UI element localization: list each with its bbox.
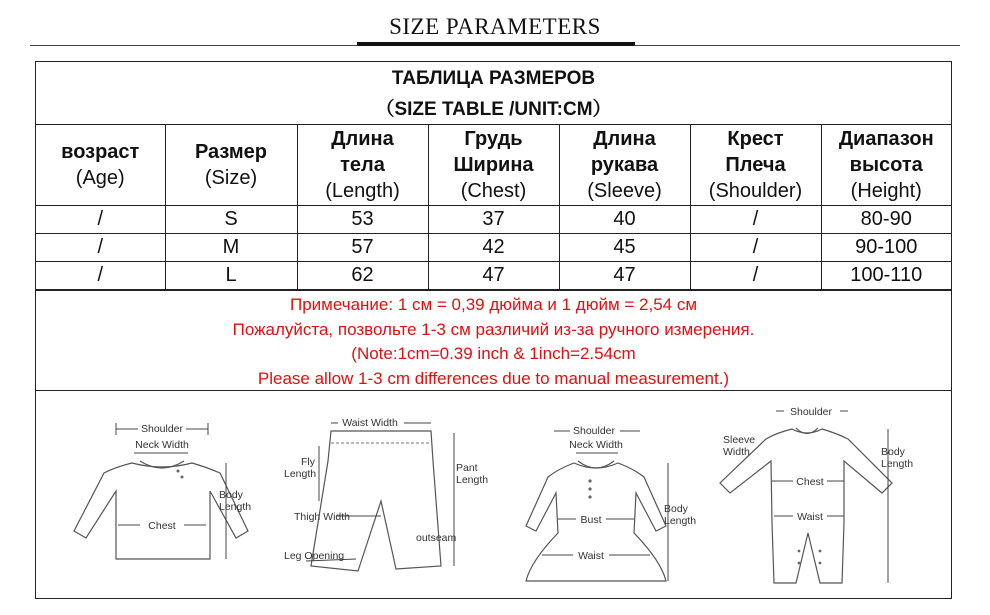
header-label-ru: Грудь: [464, 127, 523, 150]
pants-fly-length-label: Length: [284, 468, 317, 480]
column-header-age: [36, 125, 165, 205]
header-label-en: (Chest): [460, 179, 527, 202]
header-label-ru: Размер: [194, 140, 268, 163]
cell-shoulder: /: [690, 261, 821, 289]
cell-age: /: [36, 233, 165, 261]
header-label-en: (Sleeve): [587, 179, 662, 202]
table-row: [36, 233, 951, 261]
header-label-ru: Ширина: [453, 153, 534, 176]
snap-icon: [819, 550, 822, 553]
table-row: [36, 261, 951, 289]
table-row: [36, 205, 951, 233]
column-header-shoulder: [690, 125, 821, 205]
cell-length: 62: [297, 261, 428, 289]
note-line: Please allow 1-3 cm differences due to manual measurement.): [257, 368, 730, 388]
cell-sleeve: 40: [559, 205, 690, 233]
table-header-row: [36, 125, 951, 205]
pants-waist-label: Waist Width: [342, 417, 398, 429]
cell-shoulder: /: [690, 233, 821, 261]
header-label-ru: Диапазон: [838, 127, 934, 150]
note-line: (Note:1cm=0.39 inch & 1inch=2.54cm: [351, 344, 636, 363]
shirt-chest-label: Chest: [148, 520, 176, 532]
column-header-chest: [428, 125, 559, 205]
column-header-height: [821, 125, 951, 205]
cell-chest: 47: [428, 261, 559, 289]
pants-thigh-label: Thigh Width: [294, 511, 351, 523]
button-icon: [588, 495, 591, 498]
size-table-title: [36, 62, 951, 125]
cell-height: 90-100: [821, 233, 951, 261]
measurement-note: [36, 290, 951, 391]
header-underline: [357, 42, 635, 46]
button-icon: [588, 479, 591, 482]
dress-diagram: [526, 424, 696, 581]
size-table: [36, 125, 951, 290]
diagrams-svg: [36, 391, 951, 598]
header-label-ru: Длина: [331, 127, 394, 150]
header-label-ru: Крест: [727, 127, 784, 150]
cell-length: 57: [297, 233, 428, 261]
cell-length: 53: [297, 205, 428, 233]
header-label-ru: высота: [849, 153, 923, 176]
cell-shoulder: /: [690, 205, 821, 233]
dress-body-label: Body: [664, 503, 688, 515]
dress-neck-label: Neck Width: [569, 439, 623, 451]
cell-height: 100-110: [821, 261, 951, 289]
romper-shoulder-label: Shoulder: [789, 406, 833, 418]
pants-fly-label: Fly: [301, 456, 315, 468]
romper-sleeve-width-label: Width: [723, 446, 750, 458]
dress-waist-label: Waist: [578, 550, 604, 562]
pants-pant-length-label: Length: [456, 474, 489, 486]
pants-pant-label: Pant: [456, 462, 478, 474]
column-header-length: [297, 125, 428, 205]
header-label-ru: Длина: [593, 127, 656, 150]
column-header-sleeve: [559, 125, 690, 205]
size-chart-frame: [35, 61, 952, 599]
button-icon: [177, 470, 180, 473]
size-table-title-en: （SIZE TABLE /UNIT:CM）: [375, 99, 612, 120]
cell-age: /: [36, 205, 165, 233]
pants-outseam-label: outseam: [416, 532, 457, 544]
romper-chest-label: Chest: [796, 476, 824, 488]
snap-icon: [798, 562, 801, 565]
dress-bust-label: Bust: [580, 514, 602, 526]
cell-sleeve: 47: [559, 261, 690, 289]
button-icon: [588, 487, 591, 490]
shirt-neck-label: Neck Width: [135, 439, 189, 451]
dress-length-label: Length: [664, 515, 697, 527]
header-label-en: (Size): [204, 166, 258, 189]
cell-sleeve: 45: [559, 233, 690, 261]
note-line: Примечание: 1 см = 0,39 дюйма и 1 дюйм = 2,54 см: [289, 295, 698, 314]
header-label-ru: рукава: [590, 153, 659, 176]
size-table-title-ru: ТАБЛИЦА РАЗМЕРОВ: [391, 68, 596, 89]
romper-waist-label: Waist: [797, 511, 823, 523]
header-label-ru: возраст: [61, 140, 140, 163]
pants-diagram: [284, 415, 488, 571]
shirt-body-label: Body: [219, 489, 243, 501]
column-header-size: [165, 125, 297, 205]
header-label-en: (Length): [325, 179, 400, 202]
shirt-length-label: Length: [219, 501, 252, 513]
cell-size: L: [165, 261, 297, 289]
header-label-en: (Height): [850, 179, 922, 202]
cell-height: 80-90: [821, 205, 951, 233]
snap-icon: [798, 550, 801, 553]
page-header: [0, 0, 990, 56]
pants-leg-label: Leg Opening: [284, 550, 345, 562]
shirt-shoulder-label: Shoulder: [140, 423, 184, 435]
header-label-ru: тела: [340, 153, 385, 176]
cell-size: S: [165, 205, 297, 233]
button-icon: [181, 476, 184, 479]
header-label-en: (Shoulder): [708, 179, 803, 202]
snap-icon: [819, 562, 822, 565]
header-label-en: (Age): [75, 166, 125, 189]
page-title: SIZE PARAMETERS: [389, 14, 601, 39]
cell-size: M: [165, 233, 297, 261]
measurement-diagrams: [36, 391, 951, 598]
header-label-ru: Плеча: [725, 153, 786, 176]
romper-sleeve-label: Sleeve: [723, 434, 756, 446]
romper-diagram: [720, 404, 913, 583]
romper-length-label: Length: [881, 458, 914, 470]
romper-body-label: Body: [881, 446, 905, 458]
cell-age: /: [36, 261, 165, 289]
dress-shoulder-label: Shoulder: [572, 425, 616, 437]
cell-chest: 42: [428, 233, 559, 261]
note-line: Пожалуйста, позвольте 1-3 см различий из-за ручного измерения.: [232, 319, 755, 339]
cell-chest: 37: [428, 205, 559, 233]
shirt-diagram: [74, 421, 251, 559]
